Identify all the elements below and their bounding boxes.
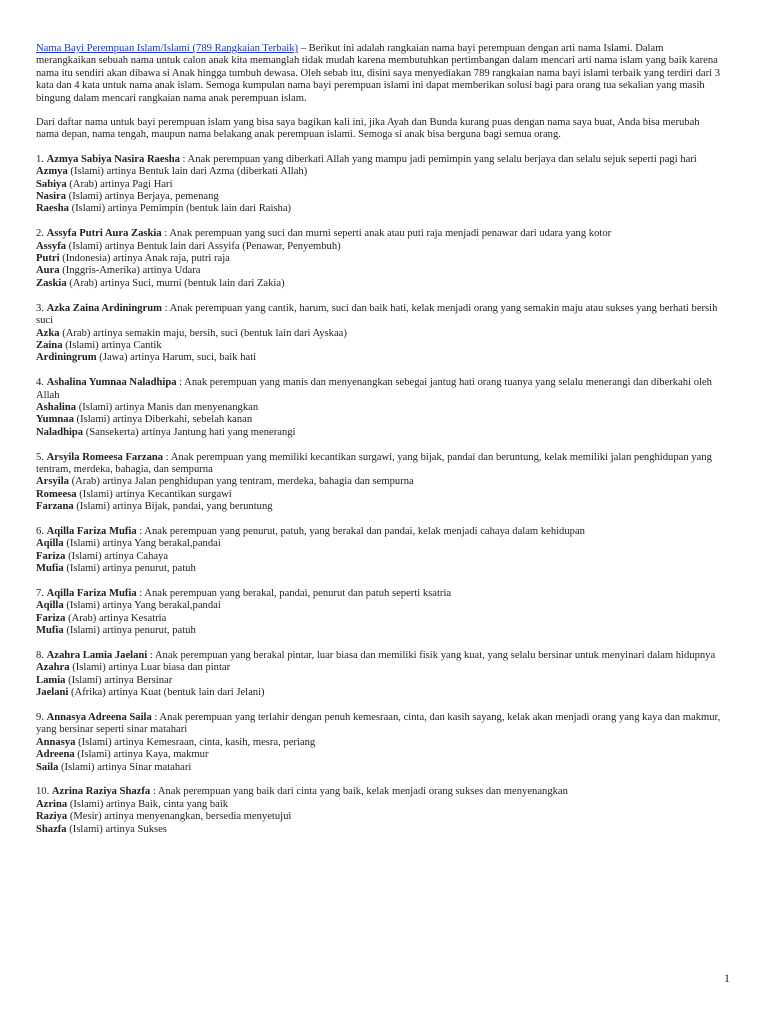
document-page: [36, 43, 722, 848]
name-meaning-line: [36, 811, 722, 823]
name-word: Annasya: [36, 736, 76, 748]
entry-number: 9.: [36, 712, 47, 723]
name-word: Ashalina: [36, 401, 77, 413]
name-meaning-line: [36, 613, 722, 625]
name-entry: [36, 526, 722, 576]
name-word: Lamia: [36, 674, 66, 686]
name-entry: [36, 377, 722, 439]
entry-heading: [36, 712, 722, 737]
name-word: Farzana: [36, 501, 74, 513]
entry-full-name: Azahra Lamia Jaelani: [46, 649, 148, 661]
name-meaning-line: [36, 501, 722, 513]
name-meaning-line: [36, 191, 722, 203]
entry-description: : Anak perempuan yang manis dan menyenangkan sebegai jantug hati orang tuanya yang selalu menerangi dan diberkahi oleh Allah: [36, 377, 712, 401]
name-meaning: (Islami) artinya Luar biasa dan pintar: [69, 662, 231, 674]
entry-description: : Anak perempuan yang diberkati Allah yang mampu jadi pemimpin yang selalu berjaya dan selalu sejuk seperti pagi hari: [179, 153, 697, 165]
name-word: Assyfa: [36, 240, 67, 252]
name-meaning: (Mesir) artinya menyenangkan, bersedia menyetujui: [67, 811, 292, 823]
name-entry: [36, 650, 722, 700]
entry-number: 5.: [36, 451, 47, 463]
name-meaning: (Jawa) artinya Harum, suci, baik hati: [96, 352, 257, 364]
name-meaning: (Islami) artinya Cantik: [62, 339, 162, 351]
entry-full-name: Azmya Sabiya Nasira Raesha: [46, 153, 180, 165]
name-word: Azrina: [36, 798, 68, 810]
name-meaning-line: [36, 489, 722, 501]
entry-description: : Anak perempuan yang berakal, pandai, penurut dan patuh seperti ksatria: [136, 587, 452, 599]
name-entry: [36, 303, 722, 365]
name-word: Azmya: [36, 166, 68, 178]
name-meaning-line: [36, 563, 722, 575]
name-meaning-line: [36, 662, 722, 674]
name-meaning-line: [36, 203, 722, 215]
name-meaning: (Arab) artinya Kesatria: [65, 612, 167, 624]
entry-heading: [36, 526, 722, 538]
entry-full-name: Azka Zaina Ardiningrum: [46, 302, 162, 314]
name-meaning-line: [36, 625, 722, 637]
name-meaning: (Islami) artinya Diberkahi, sebelah kanan: [73, 414, 253, 426]
entry-full-name: Arsyila Romeesa Farzana: [46, 451, 164, 463]
name-meaning: (Arab) artinya Pagi Hari: [66, 178, 173, 190]
entry-heading: [36, 650, 722, 662]
name-meaning: (Islami) artinya Kemesraan, cinta, kasih, mesra, periang: [75, 736, 316, 748]
entry-full-name: Ashalina Yumnaa Naladhipa: [46, 377, 177, 389]
name-meaning: (Islami) artinya penurut, patuh: [63, 625, 196, 637]
name-word: Nasira: [36, 191, 67, 203]
name-word: Mufia: [36, 563, 64, 575]
name-meaning: (Islami) artinya Cahaya: [65, 550, 169, 562]
entry-full-name: Aqilla Fariza Mufia: [46, 587, 137, 599]
name-meaning-line: [36, 414, 722, 426]
name-word: Azka: [36, 327, 60, 339]
name-meaning: (Sansekerta) artinya Jantung hati yang menerangi: [83, 426, 296, 438]
name-meaning-line: [36, 352, 722, 364]
name-meaning-line: [36, 241, 722, 253]
intro-paragraph-2: Dari daftar nama untuk bayi perempuan islam yang bisa saya bagikan kali ini, jika Ayah dan Bunda kurang puas dengan nama saya buat, Anda bisa merubah nama depan, nama tengah, maupun nama belakang anak perempuan islami. Semoga si anak bisa berguna bagi semua orang.: [36, 117, 700, 141]
name-entry: [36, 452, 722, 514]
name-meaning: (Afrika) artinya Kuat (bentuk lain dari Jelani): [68, 687, 265, 699]
name-meaning-line: [36, 328, 722, 340]
name-meaning-line: [36, 799, 722, 811]
name-meaning-line: [36, 675, 722, 687]
name-word: Azahra: [36, 662, 70, 674]
name-word: Zaina: [36, 339, 63, 351]
entry-description: : Anak perempuan yang berakal pintar, luar biasa dan memiliki fisik yang kuat, yang selalu bersinar untuk menyinari dalam hidupnya: [147, 649, 716, 661]
title-link[interactable]: Nama Bayi Perempuan Islam/Islami (789 Rangkaian Terbaik): [36, 43, 299, 54]
name-entry: [36, 786, 722, 836]
name-meaning: (Islami) artinya Bijak, pandai, yang beruntung: [73, 501, 273, 513]
entry-heading: [36, 377, 722, 402]
name-meaning-line: [36, 824, 722, 836]
name-word: Yumnaa: [36, 414, 74, 426]
entry-heading: [36, 303, 722, 328]
entry-heading: [36, 452, 722, 477]
name-meaning: (Islami) artinya Sinar matahari: [58, 761, 192, 773]
intro-section: [36, 43, 722, 142]
entry-number: 7.: [36, 587, 47, 599]
name-word: Putri: [36, 253, 60, 265]
name-meaning: (Islami) artinya Berjaya, pemenang: [66, 191, 219, 203]
entry-number: 2.: [36, 228, 47, 240]
name-word: Arsyila: [36, 476, 69, 488]
entry-full-name: Assyfa Putri Aura Zaskia: [46, 228, 162, 240]
name-meaning-line: [36, 687, 722, 699]
entry-heading: [36, 154, 722, 166]
entry-description: : Anak perempuan yang cantik, harum, suci dan baik hati, kelak menjadi orang yang semakin maju atau sukses yang berhati bersih suci: [36, 302, 718, 327]
name-meaning: (Islami) artinya Sukses: [66, 823, 167, 835]
name-entry: [36, 588, 722, 638]
entry-full-name: Annasya Adreena Saila: [46, 712, 152, 723]
entry-full-name: Azrina Raziya Shazfa: [51, 786, 151, 798]
name-meaning: (Islami) artinya Baik, cinta yang baik: [67, 798, 229, 810]
entry-number: 10.: [36, 786, 52, 798]
entry-description: : Anak perempuan yang memiliki kecantikan surgawi, yang bijak, pandai dan beruntung, kelak memiliki jalan penghidupan yang tentram, merdeka, bahagia, dan sempurna: [36, 451, 712, 475]
name-word: Fariza: [36, 612, 66, 624]
name-meaning-line: [36, 253, 722, 265]
name-meaning-line: [36, 278, 722, 290]
name-meaning-line: [36, 551, 722, 563]
name-word: Naladhipa: [36, 426, 84, 438]
name-meaning-line: [36, 749, 722, 761]
entry-heading: [36, 228, 722, 240]
name-meaning-line: [36, 265, 722, 277]
name-meaning: (Islami) artinya Bentuk lain dari Azma (diberkati Allah): [67, 166, 308, 178]
name-meaning: (Indonesia) artinya Anak raja, putri raja: [59, 253, 230, 265]
name-meaning: (Arab) artinya semakin maju, bersih, suci (bentuk lain dari Ayskaa): [59, 327, 347, 339]
name-word: Raesha: [36, 203, 69, 215]
entry-description: : Anak perempuan yang penurut, patuh, yang berakal dan pandai, kelak menjadi cahaya dalam kehidupan: [136, 525, 585, 537]
name-meaning-line: [36, 762, 722, 774]
name-meaning-line: [36, 600, 722, 612]
name-word: Romeesa: [36, 488, 77, 500]
entry-number: 6.: [36, 525, 47, 537]
name-word: Aura: [36, 265, 60, 277]
page-number: 1: [724, 971, 730, 985]
name-word: Shazfa: [36, 823, 67, 835]
name-meaning-line: [36, 737, 722, 749]
name-meaning: (Arab) artinya Jalan penghidupan yang tentram, merdeka, bahagia dan sempurna: [68, 476, 414, 488]
name-meaning-line: [36, 179, 722, 191]
name-meaning: (Islami) artinya Bentuk lain dari Assyifa (Penawar, Penyembuh): [66, 240, 341, 252]
name-list: [36, 154, 722, 836]
name-word: Fariza: [36, 550, 66, 562]
name-word: Adreena: [36, 749, 75, 761]
name-meaning-line: [36, 538, 722, 550]
name-meaning: (Arab) artinya Suci, murni (bentuk lain dari Zakia): [66, 277, 285, 289]
name-meaning-line: [36, 476, 722, 488]
name-word: Aqilla: [36, 600, 64, 612]
entry-number: 4.: [36, 377, 47, 389]
name-meaning-line: [36, 402, 722, 414]
name-meaning-line: [36, 340, 722, 352]
name-word: Raziya: [36, 811, 68, 823]
entry-number: 3.: [36, 302, 47, 314]
name-meaning: (Islami) artinya Bersinar: [65, 674, 173, 686]
intro-paragraph-1-text: – Berikut ini adalah rangkaian nama bayi perempuan dengan arti nama Islami. Dalam merangkaikan sebuah nama untuk calon anak kita memanglah tidak mudah karena membutuhkan pertimbangan dalam mencari arti nama islam yang baik karena nama itu sendiri akan dibawa si Anak hingga tumbuh dewasa. Oleh sebab itu, disini saya menyediakan 789 rangkaian nama bayi islami terbaik yang terdiri dari 3 kata dan 4 kata untuk nama anak islam. Semoga kumpulan nama bayi perempuan islami ini dapat memberikan solusi bagi para orang tua sekalian yang masih bingung dalam mencari rangkaian nama anak perempuan islam.: [36, 43, 720, 104]
name-word: Mufia: [36, 625, 64, 637]
name-meaning: (Islami) artinya penurut, patuh: [63, 563, 196, 575]
name-meaning: (Islami) artinya Kecantikan surgawi: [76, 488, 232, 500]
name-meaning: (Islami) artinya Pemimpin (bentuk lain dari Raisha): [68, 203, 292, 215]
name-word: Ardiningrum: [36, 352, 97, 364]
name-word: Saila: [36, 761, 59, 773]
entry-description: : Anak perempuan yang baik dari cinta yang baik, kelak menjadi orang sukses dan menyenangkan: [150, 786, 568, 798]
entry-number: 1.: [36, 153, 47, 165]
entry-heading: [36, 786, 722, 798]
entry-description: : Anak perempuan yang suci dan murni seperti anak atau puti raja menjadi penawar dari udara yang kotor: [161, 228, 612, 240]
name-meaning: (Islami) artinya Manis dan menyenangkan: [76, 401, 259, 413]
name-meaning: (Inggris-Amerika) artinya Udara: [59, 265, 201, 277]
intro-paragraph-1: [36, 43, 722, 105]
name-entry: [36, 154, 722, 216]
name-meaning: (Islami) artinya Yang berakal,pandai: [63, 600, 221, 612]
entry-full-name: Aqilla Fariza Mufia: [46, 525, 137, 537]
name-word: Jaelani: [36, 687, 69, 699]
name-word: Zaskia: [36, 277, 67, 289]
name-meaning: (Islami) artinya Yang berakal,pandai: [63, 538, 221, 550]
name-meaning: (Islami) artinya Kaya, makmur: [74, 749, 209, 761]
name-word: Sabiya: [36, 178, 67, 190]
name-meaning-line: [36, 166, 722, 178]
name-word: Aqilla: [36, 538, 64, 550]
name-entry: [36, 228, 722, 290]
name-meaning-line: [36, 427, 722, 439]
entry-heading: [36, 588, 722, 600]
entry-number: 8.: [36, 649, 47, 661]
entry-description: : Anak perempuan yang terlahir dengan penuh kemesraan, cinta, dan kasih sayang, kelak akan menjadi orang yang kaya dan makmur, yang bersinar seperti sinar matahari: [36, 712, 721, 736]
name-entry: [36, 712, 722, 774]
